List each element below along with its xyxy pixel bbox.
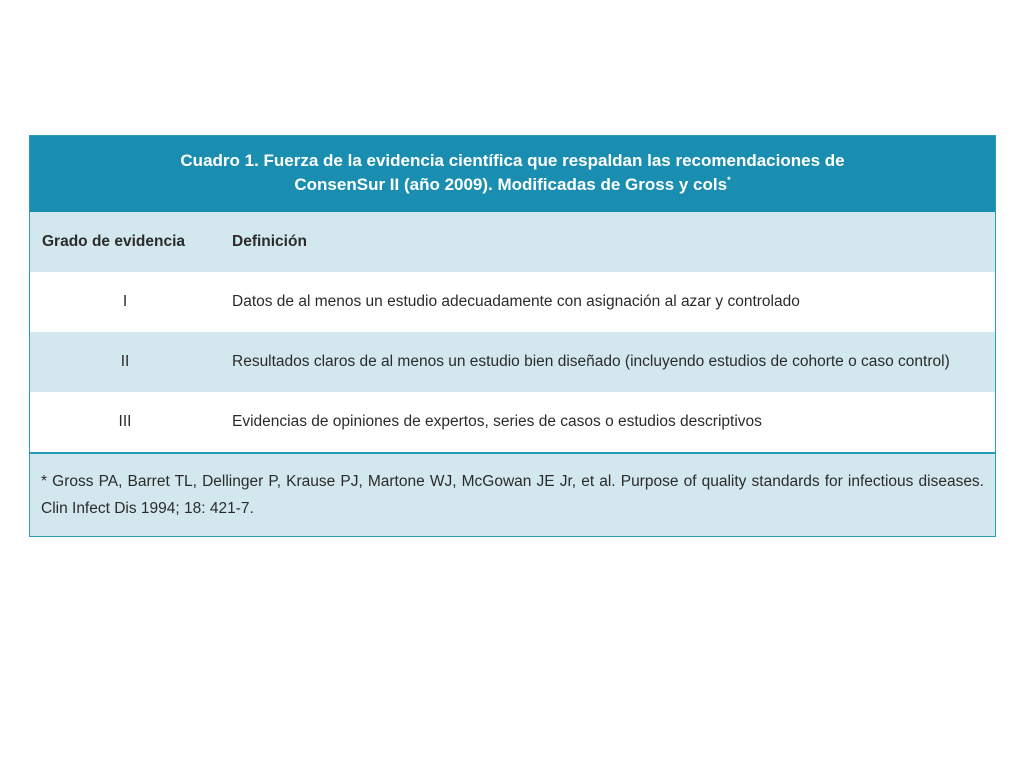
table-title-line-2-text: ConsenSur II (año 2009). Modificadas de Gross y cols xyxy=(294,175,728,194)
row-definition: Evidencias de opiniones de expertos, series de casos o estudios descriptivos xyxy=(232,413,762,430)
row-grade: II xyxy=(120,353,130,370)
table-row xyxy=(30,332,995,392)
table-row xyxy=(30,272,995,332)
row-grade: III xyxy=(118,413,132,430)
header-grade: Grado de evidencia xyxy=(42,233,185,250)
header-definition: Definición xyxy=(232,233,307,250)
table-title xyxy=(30,136,995,212)
table-title-line-1: Cuadro 1. Fuerza de la evidencia científica que respaldan las recomendaciones de xyxy=(180,151,845,170)
row-definition: Datos de al menos un estudio adecuadamente con asignación al azar y controlado xyxy=(232,293,800,310)
table-row xyxy=(30,392,995,452)
evidence-table xyxy=(29,135,996,537)
table-title-line-2 xyxy=(30,173,995,197)
table-header-row xyxy=(30,212,995,272)
footnote-marker: * xyxy=(727,175,731,185)
row-grade: I xyxy=(122,293,128,310)
row-definition: Resultados claros de al menos un estudio bien diseñado (incluyendo estudios de cohorte o caso control) xyxy=(232,353,950,370)
table-footnote: * Gross PA, Barret TL, Dellinger P, Krause PJ, Martone WJ, McGowan JE Jr, et al. Purpose of quality standards for infectious diseases. Clin Infect Dis 1994; 18: 421-7. xyxy=(30,452,995,536)
